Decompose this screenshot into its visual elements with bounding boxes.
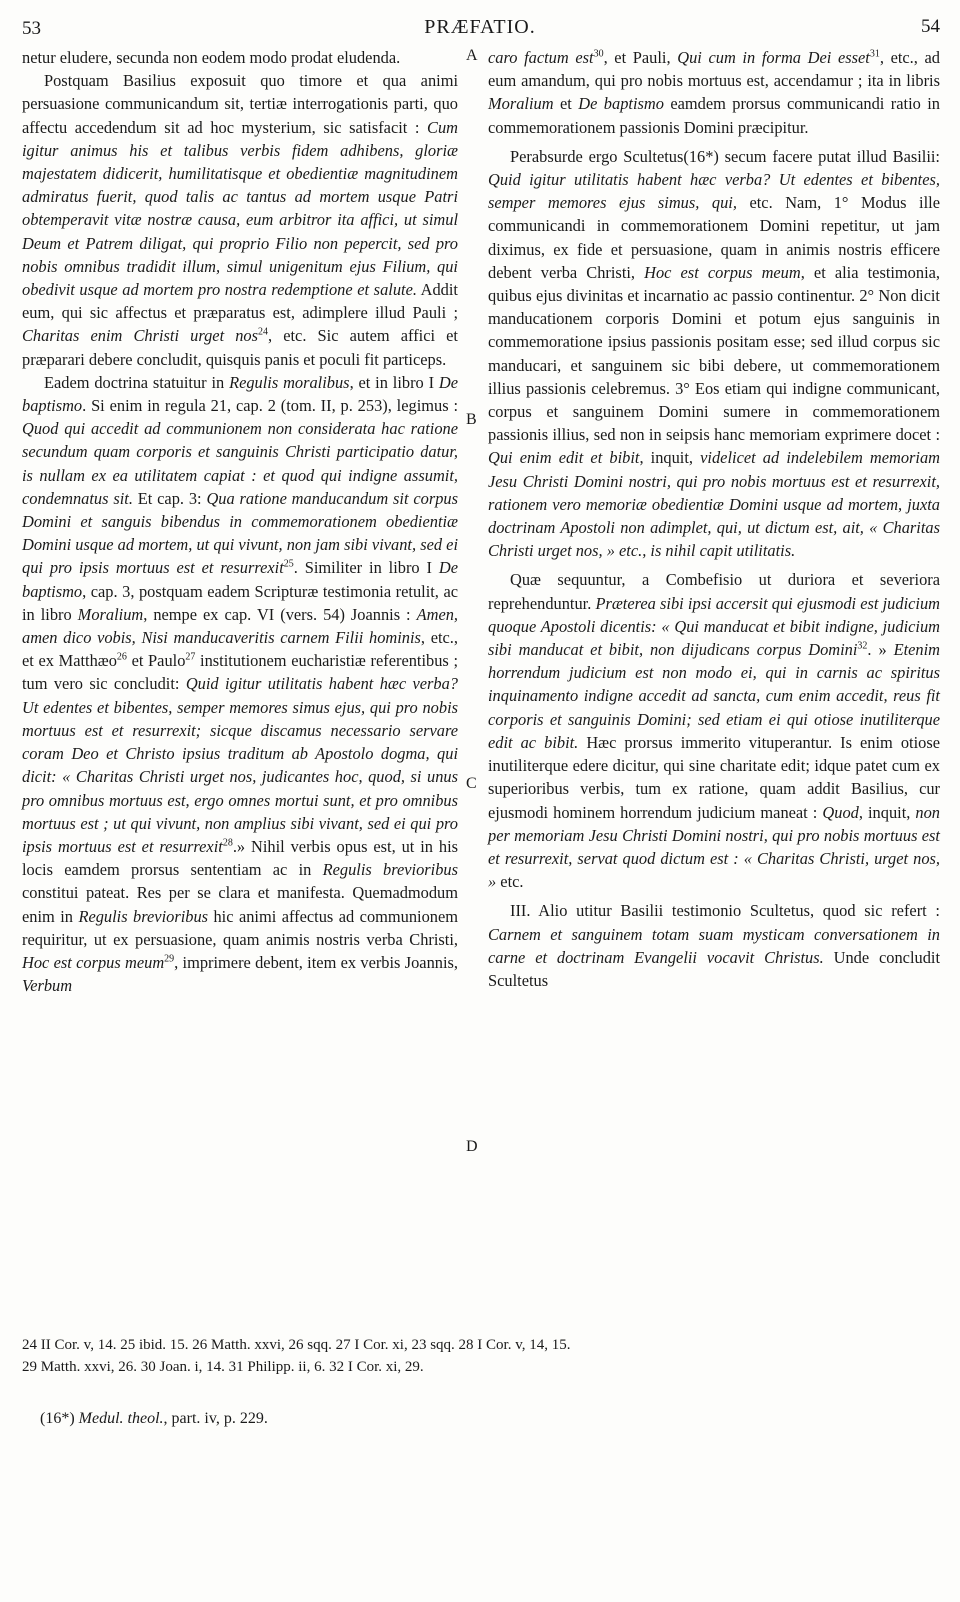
paragraph [488,568,940,893]
right-column [488,46,940,992]
text-run: Qui enim edit et bibit [488,448,640,468]
footnote-ref: 32 [857,640,868,652]
text-run: Quod qui accedit ad communionem non considerata hac ratione secundum quam corporis et sanguinis Christi participatio datur, is nullam ex ea utilitatem capiat : et quod qui indigne assumit, condemnatus sit. [22,419,458,508]
page-header [0,14,960,44]
text-run: III. Alio utitur Basilii testimonio Scultetus, quod sic refert : [510,901,940,921]
text-run: De baptismo [578,94,664,114]
paragraph [22,69,458,371]
paragraph [22,371,458,997]
text-run: Regulis moralibus [229,372,350,392]
text-run: Carnem et sanguinem totam suam mysticam conversationem in carne et doctrinam Evangelii vocavit Christus. [488,924,940,967]
text-run: Et cap. 3: [132,488,207,508]
footnotes-line-1: 24 II Cor. v, 14. 25 ibid. 15. 26 Matth. xxvi, 26 sqq. 27 I Cor. xi, 23 sqq. 28 I Cor. v, 14, 15. [22,1337,571,1353]
text-run: , etc., et ex Matthæo [22,628,458,671]
text-run: .» Nihil verbis opus est, ut in his locis eamdem prorsus sententiam ac in [22,836,458,880]
text-run: , cap. 3, postquam eadem Scripturæ testimonia retulit, ac in libro [22,581,458,624]
text-run: Præterea sibi ipsi accersit qui ejusmodi est judicium quoque Apostoli dicentis: « Qui manducat et bibit indigne, judicium sibi manducat et bibit, non dijudicans corpus Domini [488,593,940,660]
text-run: , imprimere debent, item ex verbis Joannis, [174,952,458,972]
text-run: etc. Nam, 1° Modus ille communicandi in commemorationem Domini repetitur, ut jam diximus, ex fide et persuasione, quam in animis nostris efficere debent verba Christi, [488,193,940,282]
text-run: , inquit, [639,448,701,468]
text-run: Hoc est corpus meum [644,262,801,282]
text-run: , et Pauli, [603,48,678,67]
left-page-number: 53 [22,18,41,39]
footnote-ref: 25 [283,559,294,570]
margin-marker-a: A [466,47,478,64]
text-run: netur eludere, secunda non eodem modo prodat eludenda. [22,48,401,67]
editor-note-rest: , part. iv, p. 229. [163,1410,268,1427]
text-run: , etc., ad eum amandum, qui pro nobis mortuus est, accendamur ; ita in libris [488,48,940,91]
text-run: Postquam Basilius exposuit quo timore et qua animi persuasione communicandum sit, tertiæ interrogationis parti, quo affectu accedendum sit ad hoc mysterium, sic satisfacit : [22,71,458,137]
text-run: Perabsurde ergo Scultetus(16*) secum facere putat illud Basilii: [510,146,940,166]
text-run: De baptismo [22,372,458,416]
paragraph [488,899,940,992]
running-title: PRÆFATIO. [424,16,536,38]
text-run: et Paulo [126,651,186,671]
footnote-ref: 30 [593,48,604,60]
paragraph [488,145,940,563]
editor-note [40,1410,268,1428]
footnote-ref: 27 [185,651,196,663]
text-run: Addit eum, qui sic affectus et præparatus est, adimplere illud Pauli ; [22,280,458,323]
footnote-ref: 31 [869,48,880,60]
text-run: . Si enim in regula 21, cap. 2 (tom. II, p. 253), legimus : [82,396,458,416]
text-run: Hæc prorsus immerito vituperantur. Is enim otiose inutiliterque edere dicitur, qui sine charitate edit; idque patet cum ex superioribus verbis, tum ex ratione, quam addit Basilius, cur ejusmodi hominem horrendum judicium maneat : [488,732,940,822]
right-page-number: 54 [921,16,940,37]
text-run: Charitas enim Christi urget nos [22,326,259,346]
text-run: et [553,94,579,114]
text-run: eamdem prorsus communicandi ratio in commemorationem passionis Domini præcipitur. [488,94,940,137]
text-run: constitui pateat. Res per se clara et manifesta. Quemadmodum enim in [22,883,458,926]
footnote-ref: 24 [258,326,269,338]
text-run: , et in libro I [349,372,439,392]
margin-marker-d: D [466,1138,478,1155]
text-run: hic animi affectus ad communionem requiritur, ut ex persuasione, quam animis nostris verba Christi, [22,906,459,949]
text-run: Qua ratione manducandum sit corpus Domini et sanguis bibendus in commemorationem obedientiæ Domini usque ad mortem, ut qui vivunt, non jam sibi vivant, sed ei qui pro ipsis mortuus est et resurrexit [22,488,458,578]
text-run: videlicet ad indelebilem memoriam Jesu Christi Domini nostri, qui pro nobis mortuus est et resurrexit, rationem vero memoriæ obedientiæ Domini usque ad mortem, juxta doctrinam Apostoli non adimplet, qui, ut dictum est, ait, « Charitas Christi urget nos, » etc., is nihil capit utilitatis. [488,448,941,561]
text-run: Quid igitur utilitatis habent hæc verba? Ut edentes et bibentes, semper memores simus ejus, qui pro nobis mortuus est et resurrexit; sicque discamus necessario servare coram Deo et Christo ipsius traditum ab Apostolo dogma, qui dicit: « Charitas Christi urget nos, judicantes hoc, quod, si unus pro omnibus mortuus est, ergo omnes mortui sunt, et pro omnibus mortuus est ; ut qui vivunt, non amplius sibi vivant, sed ei qui pro ipsis mortuus est et resurrexit [22,674,458,856]
paragraph [488,46,940,139]
text-run: Cum igitur animus his et talibus verbis fidem adhibens, gloriæ majestatem didicerit, humilitatisque et obedientiæ magnitudinem admiratus fuerit, quod talis ac tantus ad mortem usque Patri obtemperavit vitæ nostræ causa, eum arbitror ita affici, ut simul Deum et Patrem diligat, qui proprio Filio non pepercit, sed pro nobis omnibus tradidit illum, simul unigenitum ejus Filium, qui obedivit usque ad mortem pro nostra redemptione et salute. [22,117,458,300]
text-run: non per memoriam Jesu Christi Domini nostri, qui pro nobis mortuus est et resurrexit, servat quod dictum est : « Charitas Christi, urget nos, » [488,802,940,892]
text-run: Moralium [77,604,144,624]
editor-note-mark: (16*) [40,1410,79,1427]
editor-note-work: Medul. theol. [78,1410,164,1427]
text-run: institutionem eucharistiæ referentibus ; tum vero sic concludit: [22,651,459,694]
text-run: caro factum est [488,48,594,67]
margin-marker-c: C [466,775,477,792]
text-run: , nempe ex cap. VI (vers. 54) Joannis : [143,604,417,624]
text-run: . Similiter in libro I [293,558,439,578]
left-column [22,46,458,997]
text-run: Verbum [22,976,73,996]
text-run: , et alia testimonia, quibus ejus divinitas et incarnatio ac passio continentur. 2° Non dicit manducationem corporis Domini et potum ejus sanguinis in commemoratione ipsius passionis positam esse; sed illud corpus sic manducari, et sanguinem sic bibi debere, ut commemorationem illius passionis celebremus. 3° Eos etiam qui indigne communicant, corpus et sanguinem Domini sumere in commemorationem passionis illius, sed non in seipsis hanc memoriam exprimere docet : [488,262,940,445]
text-run: Regulis brevioribus [78,906,209,926]
paragraph [22,46,458,69]
text-run: Eadem doctrina statuitur in [44,372,230,392]
text-run: Quæ sequuntur, a Combefisio ut duriora et severiora reprehenduntur. [488,570,940,613]
text-run: , etc. Sic autem affici et præparari debere concludit, quisquis panis et poculi fit particeps. [22,326,458,369]
text-run: Amen, amen dico vobis, Nisi manducaveritis carnem Filii hominis [22,604,459,648]
text-run: Moralium [488,94,554,114]
text-run: . » [867,640,894,660]
text-run: De baptismo [22,558,458,601]
text-run: etc. [496,872,524,892]
footnote-ref: 28 [222,837,233,849]
text-run: Qui cum in forma Dei esset [677,48,870,67]
text-run: Unde concludit Scultetus [488,947,940,990]
text-run: Hoc est corpus meum [22,952,165,972]
text-run: Etenim horrendum judicium est non modo ei, qui in carnis ac spiritus inquinamento indigne accedit ad sancta, cum enim accedit, reus fit corporis et sanguinis Domini; sed etiam ei qui otiose inutiliterque edit ac bibit. [488,640,940,752]
footnotes-line-2: 29 Matth. xxvi, 26. 30 Joan. i, 14. 31 Philipp. ii, 6. 32 I Cor. xi, 29. [22,1359,424,1375]
footnote-ref: 26 [116,651,127,663]
text-run: Quid igitur utilitatis habent hæc verba? Ut edentes et bibentes, semper memores ejus simus, qui, [488,170,940,213]
margin-marker-b: B [466,411,477,428]
text-run: Regulis brevioribus [322,860,458,880]
text-run: , inquit, [858,802,916,822]
text-run: Quod [822,802,859,822]
footnote-ref: 29 [164,953,175,965]
